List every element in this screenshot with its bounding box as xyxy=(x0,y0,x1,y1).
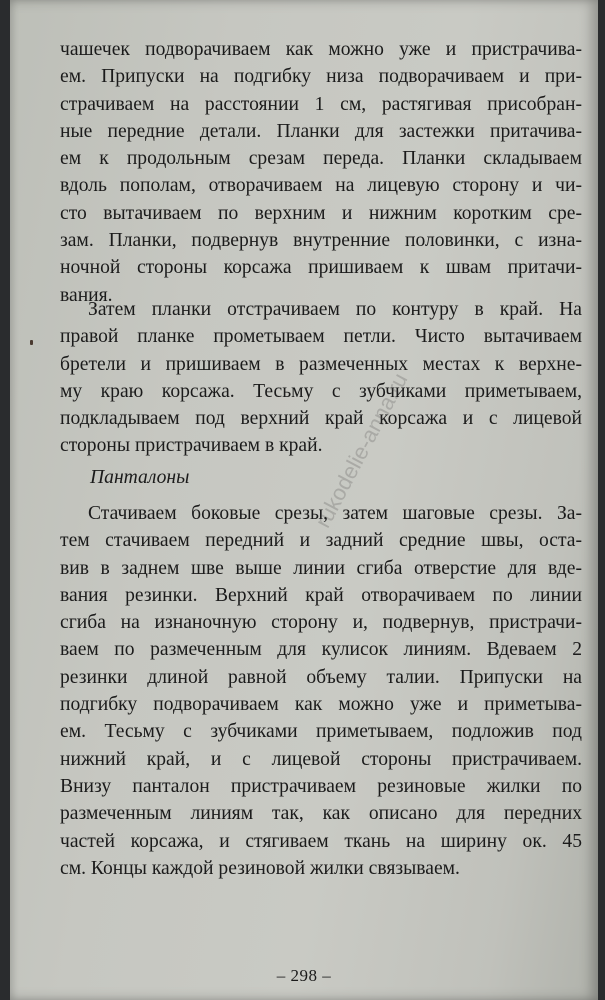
book-page xyxy=(10,0,598,1000)
text-line: ночной стороны корсажа пришиваем к швам притачи- xyxy=(60,257,582,279)
text-line: нижний край, и с лицевой стороны пристрачиваем. xyxy=(60,748,582,770)
text-line: размеченным линиям так, как описано для передних xyxy=(60,803,582,825)
text-line: правой планке прометываем петли. Чисто вытачиваем xyxy=(60,326,582,348)
text-line: частей корсажа, и стягиваем ткань на ширину ок. 45 xyxy=(60,830,582,852)
page-number: – 298 – xyxy=(276,966,332,985)
text-line: подгибку подворачиваем как можно уже и приметыва- xyxy=(60,694,582,716)
text-line: см. Концы каждой резиновой жилки связываем. xyxy=(60,857,460,879)
text-line: Внизу панталон пристрачиваем резиновые жилки по xyxy=(60,775,582,797)
text-line: стороны пристрачиваем в край. xyxy=(60,435,323,457)
text-line: вдоль пополам, отворачиваем на лицевую сторону и чи- xyxy=(60,175,582,197)
text-line: ем. Тесьму с зубчиками приметываем, подложив под xyxy=(60,721,582,743)
paragraph-3 xyxy=(60,500,582,882)
text-line: му краю корсажа. Тесьму с зубчиками приметываем, xyxy=(60,380,582,402)
paragraph-2 xyxy=(60,296,582,460)
text-line: страчиваем на расстоянии 1 см, растягивая присобран- xyxy=(60,93,582,115)
text-line: сто вытачиваем по верхним и нижним коротким сре- xyxy=(60,202,582,224)
text-line: Стачиваем боковые срезы, затем шаговые срезы. За- xyxy=(88,503,582,524)
ink-speck xyxy=(30,340,33,345)
text-line: Затем планки отстрачиваем по контуру в край. На xyxy=(88,299,582,320)
section-heading: Панталоны xyxy=(90,467,190,488)
text-line: резинки длиной равной объему талии. Припуски на xyxy=(60,666,582,688)
text-line: вания резинки. Верхний край отворачиваем по линии xyxy=(60,584,582,606)
text-line: бретели и пришиваем в размеченных местах к верхне- xyxy=(60,353,582,375)
text-line: вив в заднем шве выше линии сгиба отверстие для вде- xyxy=(60,557,582,579)
text-line: ем. Припуски на подгибку низа подворачиваем и при- xyxy=(60,66,582,88)
text-line: ваем по размеченным для кулисок линиям. Вдеваем 2 xyxy=(60,639,582,661)
text-line: ные передние детали. Планки для застежки притачива- xyxy=(60,120,582,142)
paragraph-1 xyxy=(60,36,582,309)
text-line: сгиба на изнаночную сторону и, подвернув, пристрачи- xyxy=(60,612,582,634)
text-line: тем стачиваем передний и задний средние швы, оста- xyxy=(60,530,582,552)
text-line: вания. xyxy=(60,284,113,306)
text-line: зам. Планки, подвернув внутренние половинки, с изна- xyxy=(60,230,582,252)
watermark: rukodelie-anna.ru xyxy=(310,368,413,532)
text-line: чашечек подворачиваем как можно уже и пристрачива- xyxy=(60,39,582,60)
text-line: подкладываем под верхний край корсажа и с лицевой xyxy=(60,408,582,430)
text-line: ем к продольным срезам переда. Планки складываем xyxy=(60,148,582,170)
